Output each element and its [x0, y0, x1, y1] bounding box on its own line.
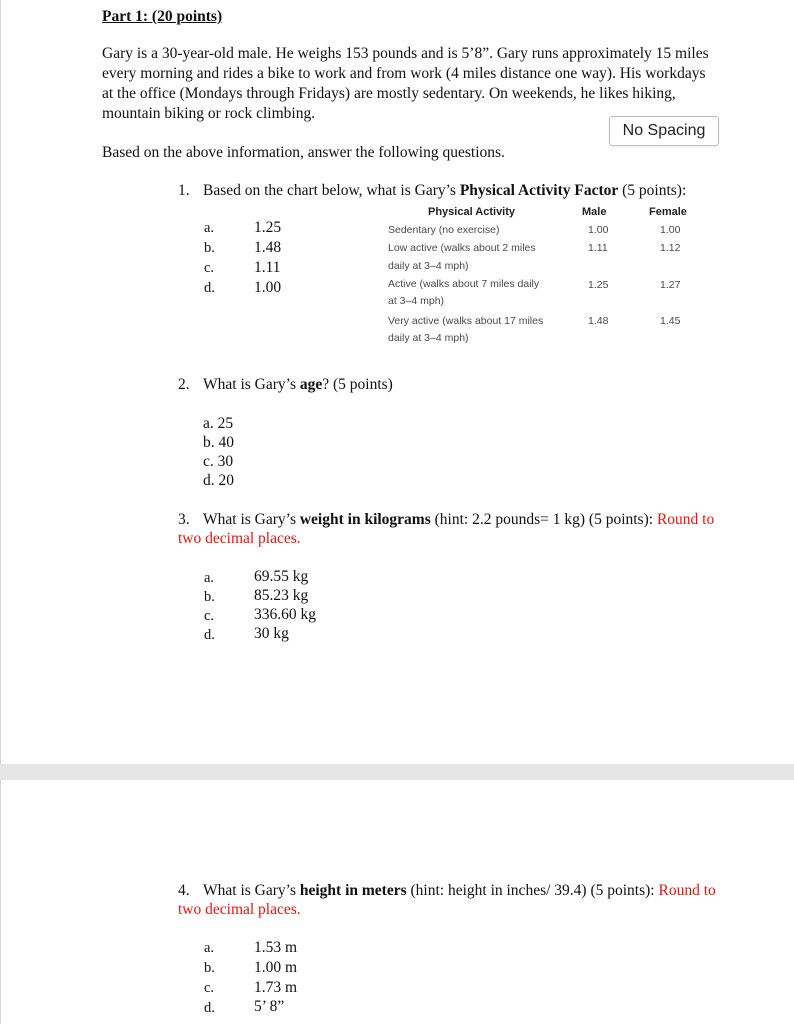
q3-rounding-note: two decimal places.: [178, 530, 301, 547]
table-header-male: Male: [582, 206, 607, 218]
q4-text: What is Gary’s height in meters (hint: height in inches/ 39.4) (5 points): Round to: [203, 882, 716, 899]
q3-option-d-letter: d.: [204, 627, 215, 643]
q4-option-c-letter: c.: [204, 980, 215, 996]
q4-option-d-value: 5’ 8”: [254, 998, 285, 1015]
table-row-4-activity-line1: Very active (walks about 17 miles: [388, 315, 544, 327]
table-row-2-male: 1.11: [588, 242, 608, 254]
q3-option-a-value: 69.55 kg: [254, 568, 309, 585]
q3-option-b-value: 85.23 kg: [254, 587, 309, 604]
q1-option-c-value: 1.11: [254, 259, 281, 276]
page-break-gap: [0, 764, 794, 780]
q1-option-d-letter: d.: [204, 280, 215, 296]
table-row-2-female: 1.12: [660, 242, 681, 254]
intro-line-3: at the office (Mondays through Fridays) are mostly sedentary. On weekends, he likes hiking,: [102, 85, 676, 102]
q1-option-c-letter: c.: [204, 260, 215, 276]
q4-option-d-letter: d.: [204, 1000, 215, 1016]
q4-rounding-note: two decimal places.: [178, 901, 301, 918]
q4-option-a-letter: a.: [204, 940, 215, 956]
no-spacing-style-button[interactable]: No Spacing: [609, 116, 719, 146]
q2-number: 2.: [178, 376, 190, 393]
table-row-2-activity-line2: daily at 3–4 mph): [388, 260, 469, 272]
q3-number: 3.: [178, 511, 190, 528]
instruction-text: Based on the above information, answer the following questions.: [102, 144, 505, 161]
intro-line-1: Gary is a 30-year-old male. He weighs 153 pounds and is 5’8”. Gary runs approximately 15 miles: [102, 45, 709, 62]
q2-option-b: b. 40: [203, 434, 234, 451]
q3-option-b-letter: b.: [204, 589, 215, 605]
table-row-1-male: 1.00: [588, 224, 609, 236]
q3-option-c-letter: c.: [204, 608, 215, 624]
intro-line-2: every morning and rides a bike to work and from work (4 miles distance one way). His workdays: [102, 65, 706, 82]
q4-option-b-letter: b.: [204, 960, 215, 976]
table-row-3-male: 1.25: [588, 279, 609, 291]
table-row-4-male: 1.48: [588, 315, 609, 327]
document-page-2: [0, 780, 794, 1024]
table-row-4-activity-line2: daily at 3–4 mph): [388, 332, 469, 344]
table-row-1-activity: Sedentary (no exercise): [388, 224, 500, 236]
table-row-1-female: 1.00: [660, 224, 681, 236]
q1-option-a-value: 1.25: [254, 219, 282, 236]
q2-options: [203, 414, 234, 490]
q3-option-a-letter: a.: [204, 570, 215, 586]
q3-option-d-value: 30 kg: [254, 625, 289, 642]
q1-option-d-value: 1.00: [254, 279, 282, 296]
q4-option-a-value: 1.53 m: [254, 939, 298, 956]
table-row-3-activity-line2: at 3–4 mph): [388, 295, 445, 307]
intro-line-4: mountain biking or rock climbing.: [102, 105, 316, 122]
q1-option-b-value: 1.48: [254, 239, 282, 256]
q2-option-c: c. 30: [203, 453, 234, 470]
table-row-3-activity-line1: Active (walks about 7 miles daily: [388, 278, 540, 290]
q4-option-b-value: 1.00 m: [254, 959, 298, 976]
q1-number: 1.: [178, 182, 190, 199]
q4-option-c-value: 1.73 m: [254, 979, 298, 996]
q4-number: 4.: [178, 882, 190, 899]
table-header-activity: Physical Activity: [428, 206, 516, 218]
part-heading: Part 1: (20 points): [102, 8, 223, 25]
table-header-female: Female: [649, 206, 687, 218]
q3-text: What is Gary’s weight in kilograms (hint: 2.2 pounds= 1 kg) (5 points): Round to: [203, 511, 715, 528]
q3-option-c-value: 336.60 kg: [254, 606, 316, 623]
q1-option-b-letter: b.: [204, 240, 215, 256]
table-row-2-activity-line1: Low active (walks about 2 miles: [388, 242, 536, 254]
q2-option-a: a. 25: [203, 415, 234, 432]
table-row-3-female: 1.27: [660, 279, 681, 291]
q1-text: Based on the chart below, what is Gary’s Physical Activity Factor (5 points):: [203, 182, 687, 199]
table-row-4-female: 1.45: [660, 315, 681, 327]
intro-paragraph: [102, 44, 760, 124]
q2-text: What is Gary’s age? (5 points): [203, 376, 393, 393]
q2-option-d: d. 20: [203, 472, 234, 489]
q1-option-a-letter: a.: [204, 220, 215, 236]
